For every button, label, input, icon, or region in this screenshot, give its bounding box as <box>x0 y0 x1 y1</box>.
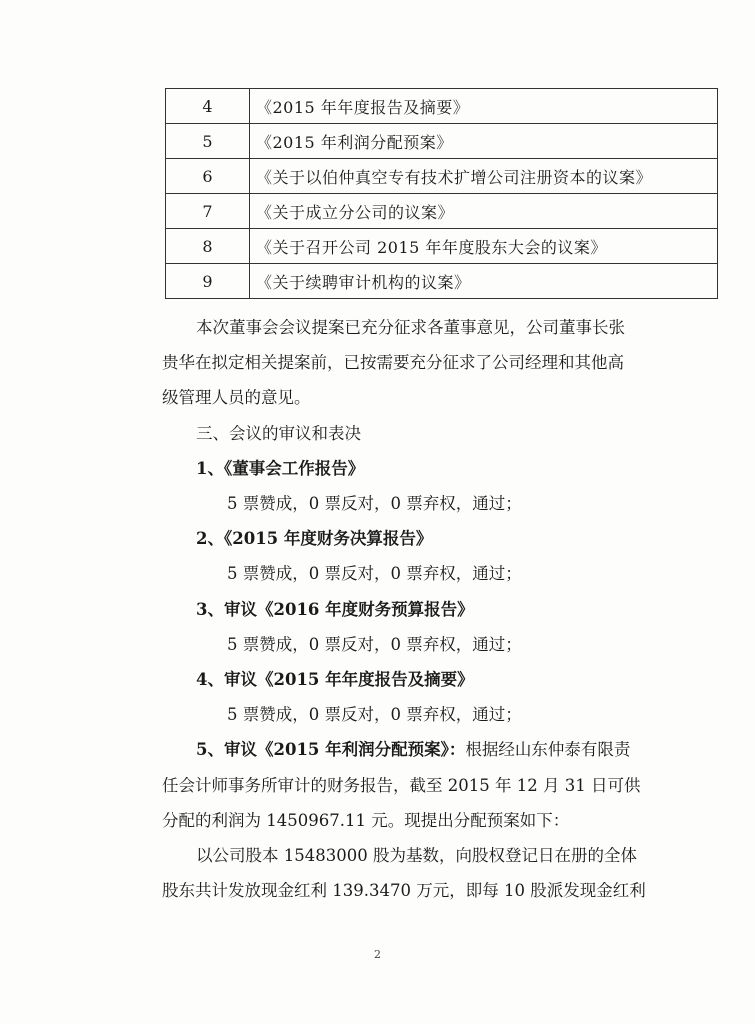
agenda-row-title: 《关于以伯仲真空专有技术扩增公司注册资本的议案》 <box>250 159 718 194</box>
agenda-row-title: 《关于续聘审计机构的议案》 <box>250 264 718 299</box>
agenda-row-number: 7 <box>166 194 250 229</box>
item-2-vote: 5 票赞成，0 票反对，0 票弃权，通过； <box>227 564 522 584</box>
agenda-row <box>166 264 718 299</box>
item-5-line-1-rest: 根据经山东仲泰有限责 <box>465 740 631 760</box>
agenda-row-title: 《2015 年利润分配预案》 <box>250 124 718 159</box>
intro-line-3: 级管理人员的意见。 <box>162 388 311 408</box>
item-3-heading: 3、审议《2016 年度财务预算报告》 <box>196 599 474 619</box>
intro-line-2: 贵华在拟定相关提案前，已按需要充分征求了公司经理和其他高 <box>162 353 624 373</box>
item-1-vote: 5 票赞成，0 票反对，0 票弃权，通过； <box>227 494 522 514</box>
item-5-line-2: 任会计师事务所审计的财务报告，截至 2015 年 12 月 31 日可供 <box>162 775 641 795</box>
agenda-row-number: 4 <box>166 89 250 124</box>
agenda-row-number: 6 <box>166 159 250 194</box>
item-5-line-3: 分配的利润为 1450967.11 元。现提出分配预案如下： <box>162 810 570 830</box>
page-number: 2 <box>374 948 381 961</box>
item-1-heading: 1、《董事会工作报告》 <box>196 458 365 478</box>
distribution-line-1: 以公司股本 15483000 股为基数，向股权登记日在册的全体 <box>196 846 637 866</box>
agenda-row-number: 9 <box>166 264 250 299</box>
item-3-vote: 5 票赞成，0 票反对，0 票弃权，通过； <box>227 634 522 654</box>
agenda-row-number: 8 <box>166 229 250 264</box>
item-4-heading: 4、审议《2015 年年度报告及摘要》 <box>196 670 474 690</box>
agenda-table-body <box>166 89 718 299</box>
agenda-row <box>166 124 718 159</box>
item-2-heading: 2、《2015 年度财务决算报告》 <box>196 529 433 549</box>
distribution-line-2: 股东共计发放现金红利 139.3470 万元，即每 10 股派发现金红利 <box>162 881 646 901</box>
item-4-vote: 5 票赞成，0 票反对，0 票弃权，通过； <box>227 705 522 725</box>
agenda-row-title: 《关于成立分公司的议案》 <box>250 194 718 229</box>
body-text <box>162 310 722 908</box>
item-5-heading: 5、审议《2015 年利润分配预案》： <box>196 740 466 760</box>
agenda-row <box>166 159 718 194</box>
agenda-row-title: 《关于召开公司 2015 年年度股东大会的议案》 <box>250 229 718 264</box>
agenda-row <box>166 229 718 264</box>
agenda-row <box>166 194 718 229</box>
agenda-row-title: 《2015 年年度报告及摘要》 <box>250 89 718 124</box>
intro-line-1: 本次董事会会议提案已充分征求各董事意见，公司董事长张 <box>196 318 625 337</box>
agenda-table <box>165 88 718 299</box>
agenda-row-number: 5 <box>166 124 250 159</box>
agenda-row <box>166 89 718 124</box>
item-5-line-1 <box>162 732 722 767</box>
section-heading: 三、会议的审议和表决 <box>196 423 361 443</box>
